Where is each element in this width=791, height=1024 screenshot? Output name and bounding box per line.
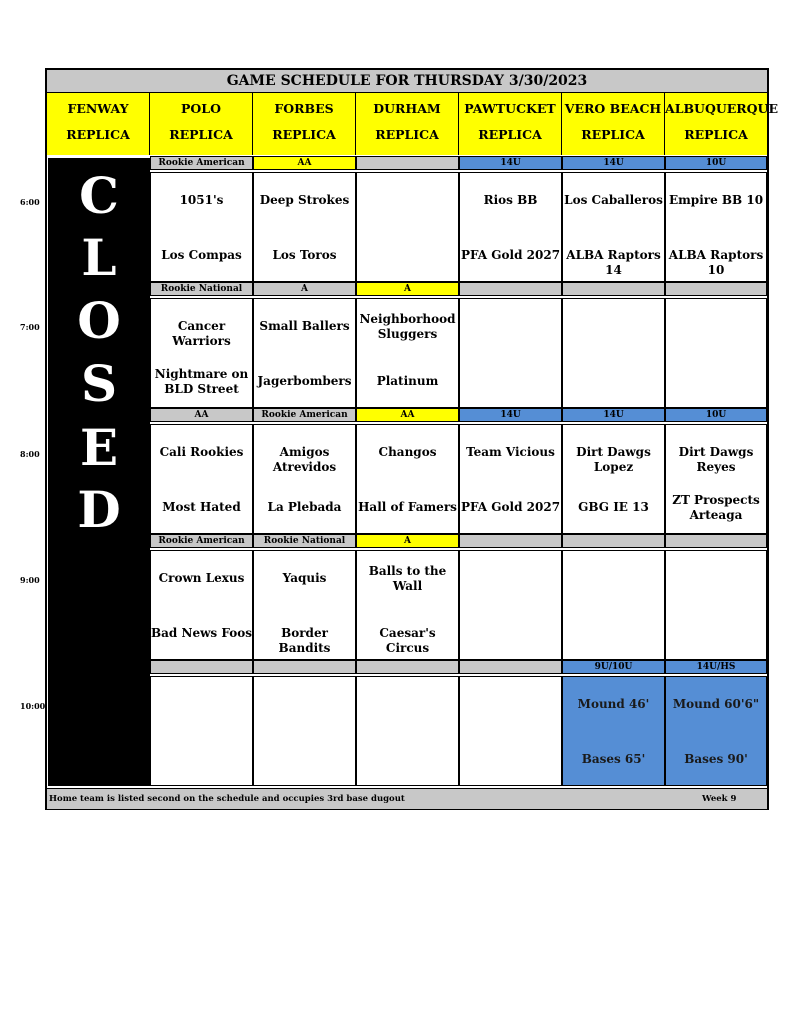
home-team: La Plebada xyxy=(267,500,342,514)
visitor-team: Cancer Warriors xyxy=(172,319,231,348)
division-tag: Rookie American xyxy=(150,156,253,170)
game-cell xyxy=(356,550,459,660)
home-team: Platinum xyxy=(376,374,439,388)
division-tag xyxy=(562,534,665,548)
game-cell xyxy=(253,424,356,534)
division-tag xyxy=(356,156,459,170)
closed-letter: C xyxy=(79,166,119,225)
home-team: Los Toros xyxy=(272,248,337,262)
home-team: Jagerbombers xyxy=(257,374,352,388)
home-team: ALBA Raptors 14 xyxy=(566,248,661,277)
division-tag: 14U xyxy=(459,408,562,422)
game-cell xyxy=(562,676,665,786)
division-tag: 10U xyxy=(665,408,767,422)
game-cell xyxy=(665,424,767,534)
field-name: PAWTUCKET xyxy=(464,101,556,116)
game-cell xyxy=(150,424,253,534)
time-label-6: 6:00 xyxy=(20,197,40,207)
game-cell xyxy=(562,424,665,534)
game-cell xyxy=(356,172,459,282)
division-tag: AA xyxy=(150,408,253,422)
game-cell xyxy=(459,424,562,534)
division-tag: 14U xyxy=(562,408,665,422)
division-tag: 14U/HS xyxy=(665,660,767,674)
home-team-note: Home team is listed second on the schedule and occupies 3rd base dugout xyxy=(49,794,405,804)
game-cell xyxy=(665,676,767,786)
home-team: Bases 65' xyxy=(581,752,646,766)
game-cell xyxy=(562,172,665,282)
division-tag xyxy=(665,282,767,296)
home-team: Bad News Foos xyxy=(151,626,252,640)
game-cell xyxy=(665,172,767,282)
visitor-team: Los Caballeros xyxy=(564,193,663,207)
division-tag xyxy=(459,534,562,548)
fenway-closed-block xyxy=(48,158,150,786)
field-header-fenway xyxy=(47,93,150,155)
visitor-team: Changos xyxy=(378,445,437,459)
field-header-forbes xyxy=(253,93,356,155)
division-tag xyxy=(665,534,767,548)
division-tag: 10U xyxy=(665,156,767,170)
game-cell xyxy=(665,550,767,660)
time-label-8: 8:00 xyxy=(20,449,40,459)
home-team: PFA Gold 2027 xyxy=(460,248,561,262)
game-cell xyxy=(459,298,562,408)
time-label-7: 7:00 xyxy=(20,322,40,332)
game-cell xyxy=(150,298,253,408)
division-tag: 9U/10U xyxy=(562,660,665,674)
division-tag: A xyxy=(253,282,356,296)
closed-letter: E xyxy=(79,418,119,477)
game-cell xyxy=(459,676,562,786)
field-name: POLO xyxy=(181,101,221,116)
visitor-team: Dirt Dawgs Reyes xyxy=(678,445,754,474)
division-tag: A xyxy=(356,282,459,296)
visitor-team: Balls to the Wall xyxy=(368,564,447,593)
field-sub: REPLICA xyxy=(66,127,130,142)
game-cell xyxy=(253,298,356,408)
home-team: Bases 90' xyxy=(684,752,748,766)
visitor-team: Mound 60'6" xyxy=(672,697,760,711)
visitor-team: Mound 46' xyxy=(577,697,650,711)
division-tag xyxy=(562,282,665,296)
visitor-team: 1051's xyxy=(179,193,224,207)
division-tag: Rookie National xyxy=(150,282,253,296)
game-cell xyxy=(562,298,665,408)
field-header-albuquerque xyxy=(665,93,778,155)
division-tag: 14U xyxy=(562,156,665,170)
time-label-10: 10:00 xyxy=(20,701,46,711)
schedule-table xyxy=(45,68,778,810)
field-sub: REPLICA xyxy=(478,127,542,142)
home-team: Los Compas xyxy=(161,248,242,262)
field-sub: REPLICA xyxy=(375,127,439,142)
division-tag xyxy=(150,660,253,674)
division-tag: 14U xyxy=(459,156,562,170)
field-header-vero-beach xyxy=(562,93,665,155)
game-cell xyxy=(356,298,459,408)
visitor-team: Team Vicious xyxy=(466,445,555,459)
home-team: Nightmare on BLD Street xyxy=(154,367,249,396)
home-team: Caesar's Circus xyxy=(379,626,436,655)
field-sub: REPLICA xyxy=(684,127,748,142)
visitor-team: Cali Rookies xyxy=(159,445,244,459)
home-team: ALBA Raptors 10 xyxy=(668,248,764,277)
home-team: ZT Prospects Arteaga xyxy=(672,493,760,522)
division-tag: Rookie National xyxy=(253,534,356,548)
field-name: DURHAM xyxy=(373,101,441,116)
field-name: VERO BEACH xyxy=(564,101,662,116)
home-team: PFA Gold 2027 xyxy=(460,500,561,514)
visitor-team: Empire BB 10 xyxy=(668,193,764,207)
field-name: FORBES xyxy=(274,101,334,116)
game-cell xyxy=(356,424,459,534)
page-title: GAME SCHEDULE FOR THURSDAY 3/30/2023 xyxy=(47,70,767,93)
closed-letter: L xyxy=(81,228,117,287)
game-cell xyxy=(459,550,562,660)
game-cell xyxy=(253,550,356,660)
field-header-pawtucket xyxy=(459,93,562,155)
home-team: Hall of Famers xyxy=(358,500,457,514)
week-label: Week 9 xyxy=(702,794,737,804)
visitor-team: Dirt Dawgs Lopez xyxy=(576,445,651,474)
division-tag: A xyxy=(356,534,459,548)
game-cell xyxy=(150,676,253,786)
field-sub: REPLICA xyxy=(169,127,233,142)
visitor-team: Deep Strokes xyxy=(259,193,350,207)
visitor-team: Crown Lexus xyxy=(158,571,245,585)
game-cell xyxy=(665,298,767,408)
home-team: GBG IE 13 xyxy=(578,500,649,514)
closed-letter: S xyxy=(80,354,118,413)
closed-letter: D xyxy=(77,480,121,539)
home-team: Most Hated xyxy=(162,500,241,514)
game-cell xyxy=(459,172,562,282)
closed-letter: O xyxy=(77,291,121,350)
game-cell xyxy=(150,550,253,660)
field-sub: REPLICA xyxy=(272,127,336,142)
visitor-team: Rios BB xyxy=(483,193,538,207)
division-tag: Rookie American xyxy=(253,408,356,422)
division-tag xyxy=(356,660,459,674)
game-cell xyxy=(253,172,356,282)
division-tag: AA xyxy=(356,408,459,422)
game-cell xyxy=(253,676,356,786)
division-tag xyxy=(459,660,562,674)
game-cell xyxy=(150,172,253,282)
visitor-team: Small Ballers xyxy=(259,319,350,333)
division-tag xyxy=(459,282,562,296)
game-cell xyxy=(562,550,665,660)
game-cell xyxy=(356,676,459,786)
field-name: ALBUQUERQUE xyxy=(665,101,778,116)
field-name: FENWAY xyxy=(67,101,129,116)
field-header-polo xyxy=(150,93,253,155)
home-team: Border Bandits xyxy=(278,626,331,655)
time-label-9: 9:00 xyxy=(20,575,40,585)
field-sub: REPLICA xyxy=(581,127,645,142)
division-tag xyxy=(253,660,356,674)
visitor-team: Neighborhood Sluggers xyxy=(359,312,456,341)
visitor-team: Amigos Atrevidos xyxy=(272,445,337,474)
division-tag: Rookie American xyxy=(150,534,253,548)
field-header-durham xyxy=(356,93,459,155)
footer-bar xyxy=(47,788,767,809)
division-tag: AA xyxy=(253,156,356,170)
visitor-team: Yaquis xyxy=(282,571,327,585)
